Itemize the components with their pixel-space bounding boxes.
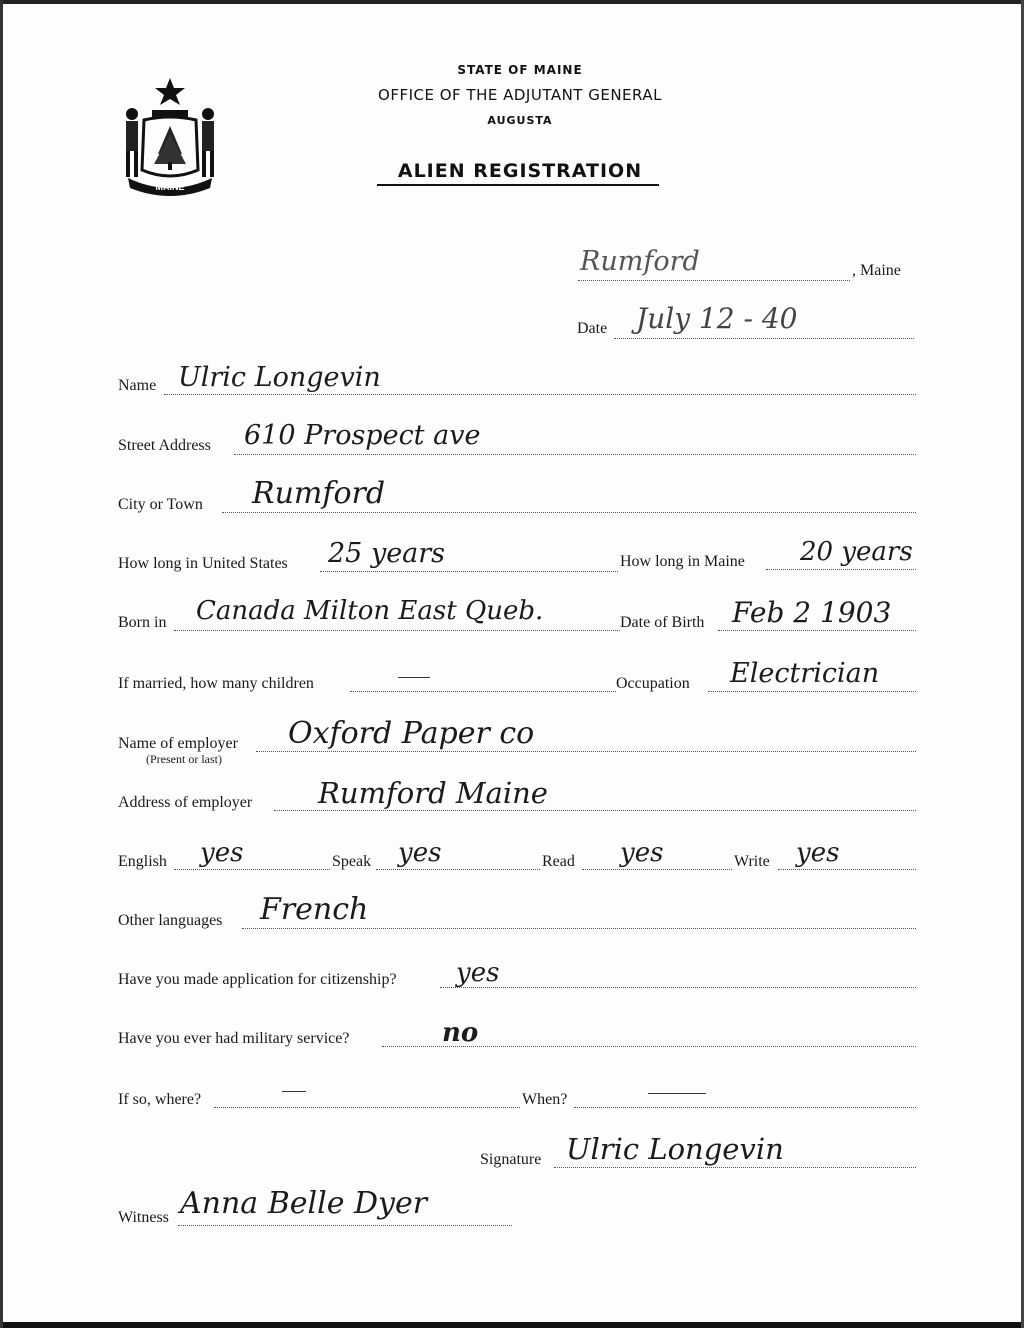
city-line xyxy=(222,512,916,513)
when-line xyxy=(574,1107,916,1108)
when-dash xyxy=(648,1093,706,1094)
city-entry: Rumford xyxy=(252,476,386,511)
maine-label: , Maine xyxy=(852,262,901,279)
seal-banner-text: MAINE xyxy=(155,182,185,192)
witness-label: Witness xyxy=(118,1209,169,1226)
how-long-us-line xyxy=(320,571,618,572)
where-dash xyxy=(282,1091,306,1092)
employer-entry: Oxford Paper co xyxy=(288,716,535,751)
english-label: English xyxy=(118,853,167,870)
children-label: If married, how many children xyxy=(118,675,314,692)
when-entry xyxy=(648,1080,649,1081)
children-dash xyxy=(398,677,430,678)
street-address-entry: 610 Prospect ave xyxy=(244,420,481,451)
citizenship-label: Have you made application for citizenship? xyxy=(118,971,397,988)
employer-note: (Present or last) xyxy=(146,752,222,766)
date-line xyxy=(614,338,914,339)
speak-line xyxy=(376,869,540,870)
how-long-maine-entry: 20 years xyxy=(800,537,913,567)
how-long-us-label: How long in United States xyxy=(118,555,288,572)
children-entry xyxy=(404,664,405,665)
born-in-entry: Canada Milton East Queb. xyxy=(196,596,544,626)
military-entry: no xyxy=(442,1018,479,1048)
read-entry: yes xyxy=(620,838,664,868)
scan-border-left xyxy=(0,0,3,1328)
speak-label: Speak xyxy=(332,853,372,870)
state-heading: STATE OF MAINE xyxy=(457,63,583,77)
date-label: Date xyxy=(577,320,608,337)
witness-line xyxy=(178,1225,512,1226)
city-heading: AUGUSTA xyxy=(487,114,553,127)
citizenship-line xyxy=(440,987,916,988)
where-line xyxy=(214,1107,520,1108)
employer-label: Name of employer xyxy=(118,735,238,752)
occupation-line xyxy=(708,691,916,692)
write-label: Write xyxy=(734,853,770,870)
title-underline xyxy=(377,184,659,186)
date-entry: July 12 - 40 xyxy=(636,302,798,335)
date-of-birth-entry: Feb 2 1903 xyxy=(732,596,892,629)
born-in-label: Born in xyxy=(118,614,167,631)
scan-border-top xyxy=(0,0,1024,4)
signature-line xyxy=(554,1167,916,1168)
name-line xyxy=(164,394,916,395)
when-label: When? xyxy=(522,1091,568,1108)
where-label: If so, where? xyxy=(118,1091,202,1108)
read-line xyxy=(582,869,732,870)
employer-address-label: Address of employer xyxy=(118,794,253,811)
name-label: Name xyxy=(118,377,157,394)
office-heading: OFFICE OF THE ADJUTANT GENERAL xyxy=(378,86,662,104)
military-label: Have you ever had military service? xyxy=(118,1030,350,1047)
maine-state-seal-icon xyxy=(114,74,226,198)
citizenship-entry: yes xyxy=(456,958,500,988)
scan-border-bottom xyxy=(0,1322,1024,1328)
city-label: City or Town xyxy=(118,496,203,513)
how-long-maine-label: How long in Maine xyxy=(620,553,745,570)
street-address-label: Street Address xyxy=(118,437,211,454)
signature-label: Signature xyxy=(480,1151,542,1168)
occupation-label: Occupation xyxy=(616,675,690,692)
date-of-birth-label: Date of Birth xyxy=(620,614,705,631)
date-of-birth-line xyxy=(718,630,916,631)
how-long-us-entry: 25 years xyxy=(328,538,446,569)
town-entry: Rumford xyxy=(580,246,700,277)
write-entry: yes xyxy=(796,838,840,868)
name-entry: Ulric Longevin xyxy=(178,362,381,393)
write-line xyxy=(778,869,916,870)
form-title: ALIEN REGISTRATION xyxy=(397,160,643,182)
read-label: Read xyxy=(542,853,575,870)
employer-address-entry: Rumford Maine xyxy=(318,776,548,810)
other-languages-entry: French xyxy=(260,892,369,927)
other-languages-line xyxy=(242,928,916,929)
signature-entry: Ulric Longevin xyxy=(566,1132,784,1166)
english-entry: yes xyxy=(200,838,244,868)
where-entry xyxy=(282,1080,283,1081)
town-line xyxy=(578,280,850,281)
witness-entry: Anna Belle Dyer xyxy=(180,1186,428,1221)
how-long-maine-line xyxy=(766,569,916,570)
employer-line xyxy=(256,751,916,752)
speak-entry: yes xyxy=(398,838,442,868)
street-address-line xyxy=(234,454,916,455)
born-in-line xyxy=(174,630,620,631)
employer-address-line xyxy=(274,810,916,811)
children-line xyxy=(350,691,616,692)
english-line xyxy=(174,869,330,870)
other-languages-label: Other languages xyxy=(118,912,223,929)
occupation-entry: Electrician xyxy=(730,658,880,689)
